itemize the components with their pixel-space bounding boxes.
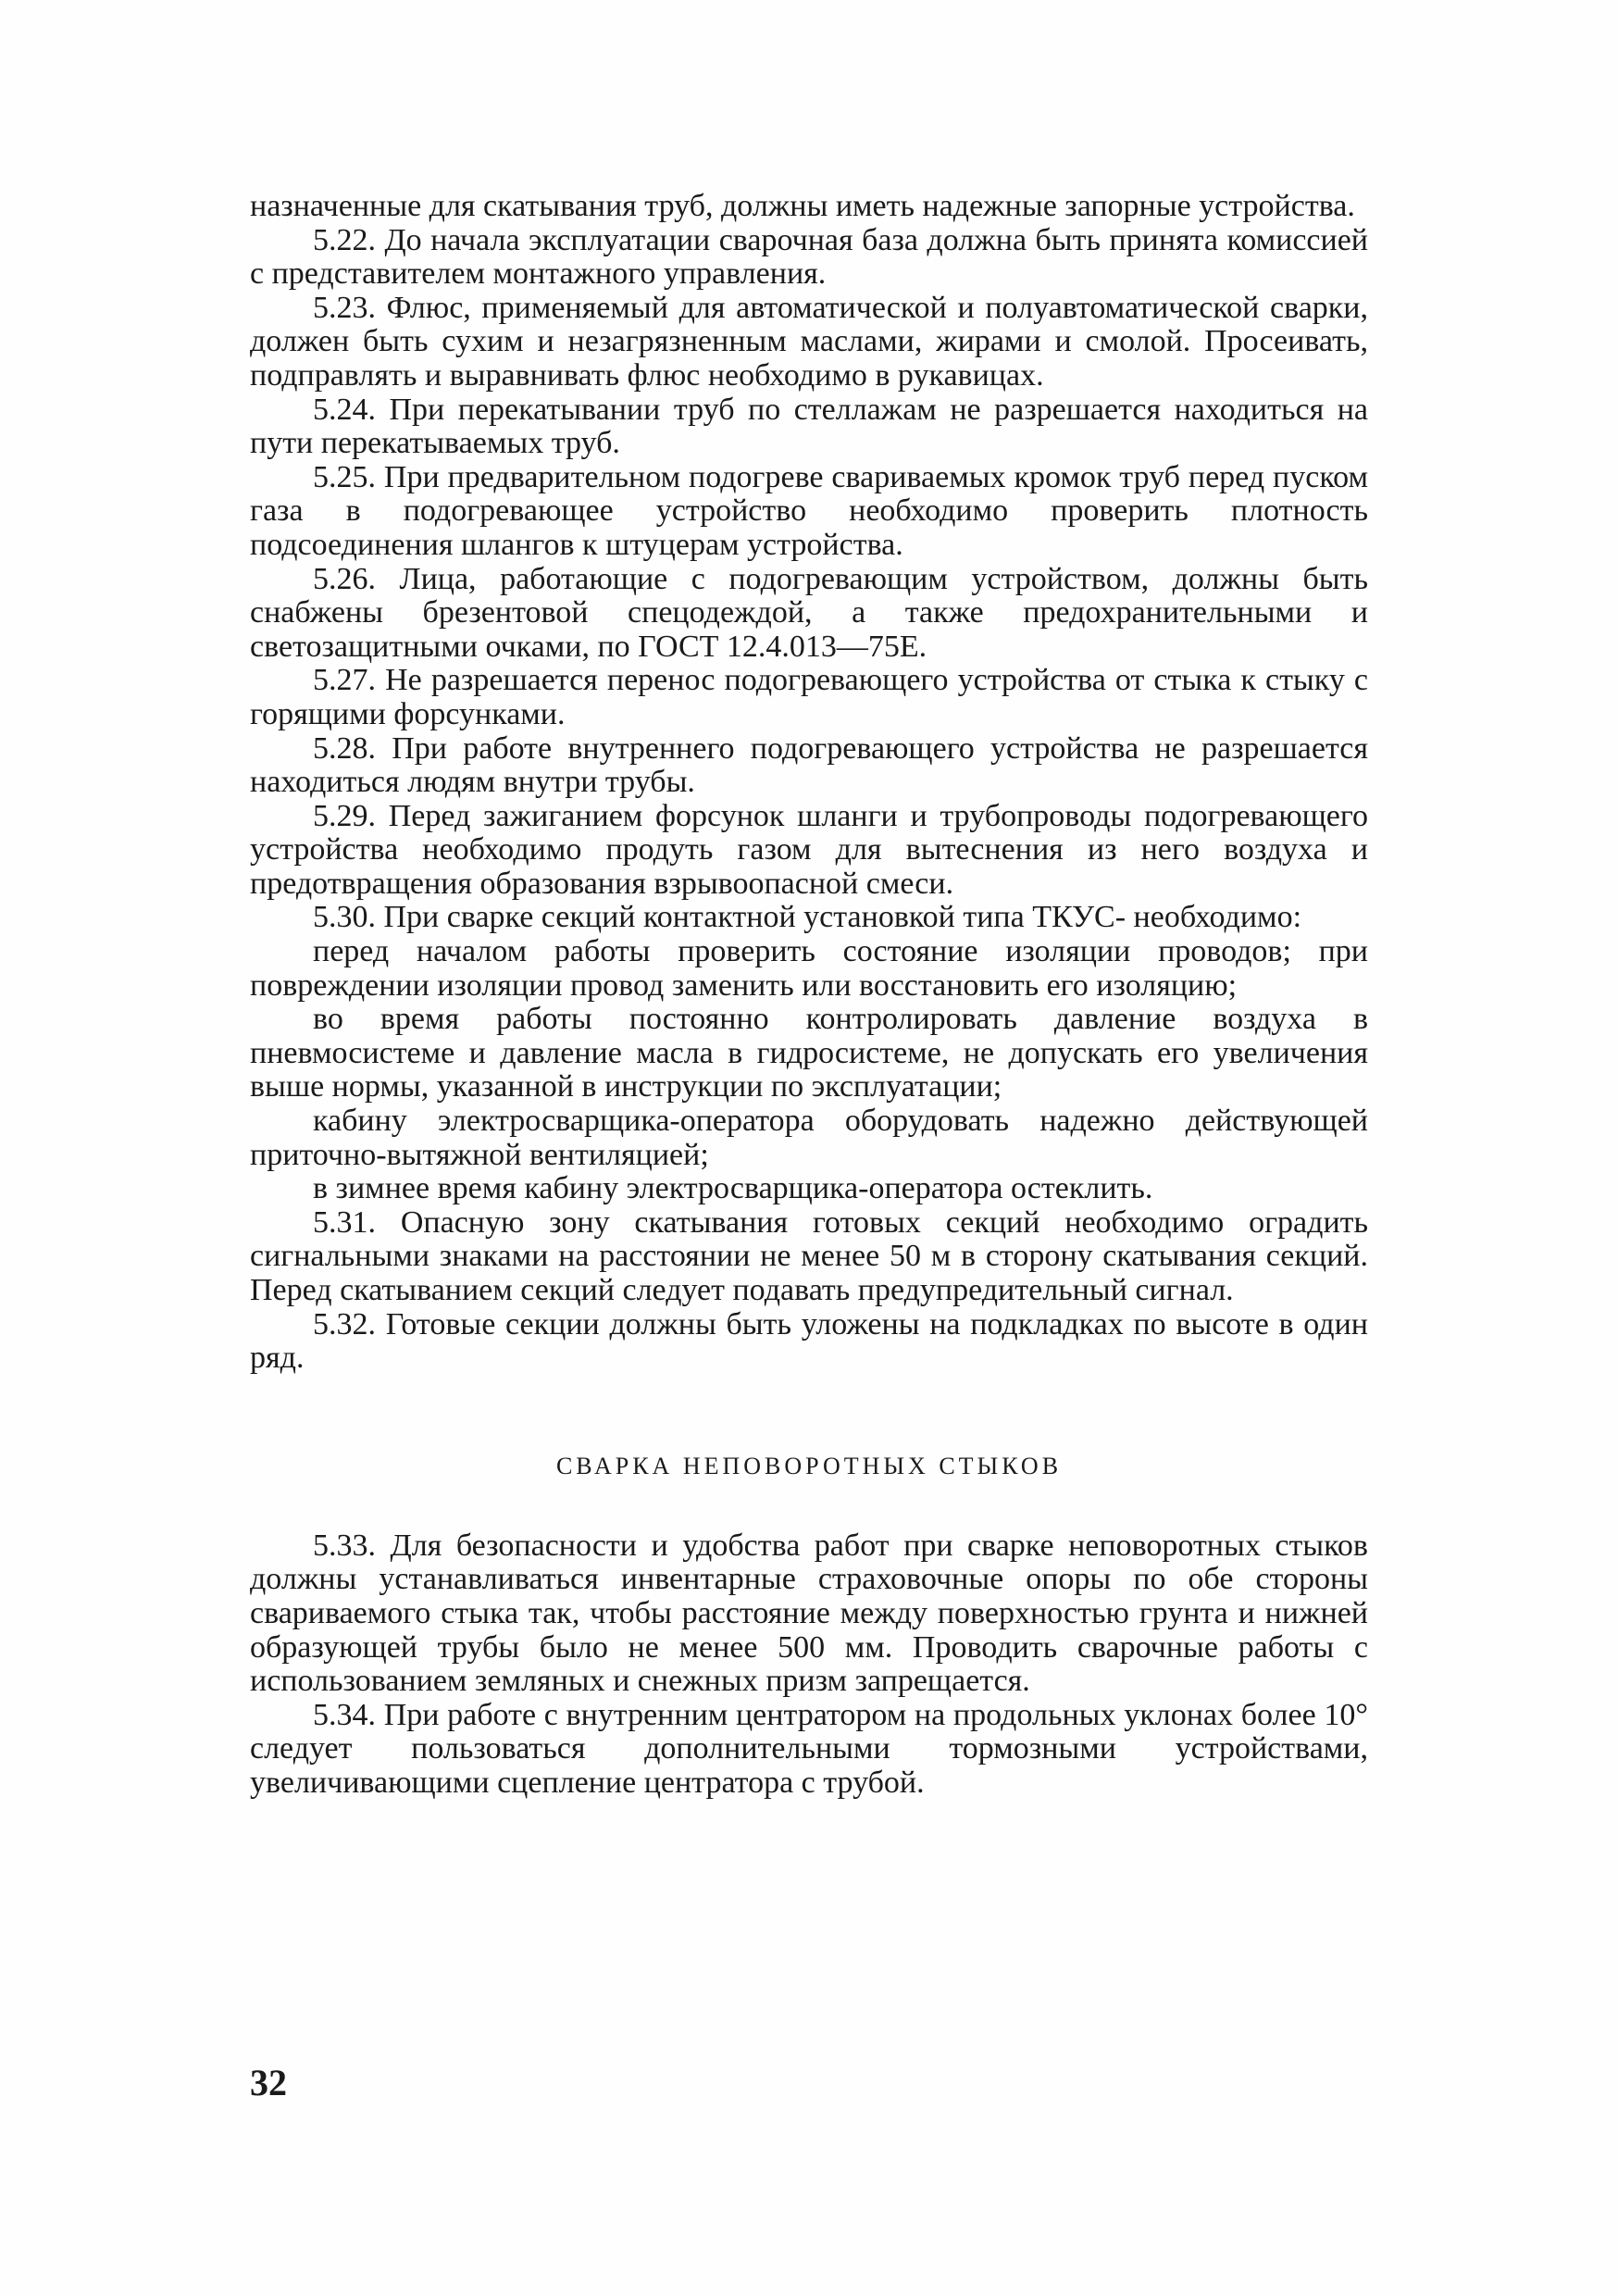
paragraphs-bottom	[250, 1529, 1368, 1801]
paragraph-5-30-c: кабину электросварщика-оператора оборудовать надежно действующей приточно-вытяжной вентиляцией;	[250, 1104, 1368, 1172]
paragraph-5-26: 5.26. Лица, работающие с подогревающим устройством, должны быть снабжены брезентовой спецодеждой, а также предохранительными и светозащитными очками, по ГОСТ 12.4.013—75Е.	[250, 561, 1368, 664]
paragraph-5-32: 5.32. Готовые секции должны быть уложены на подкладках по высоте в один ряд.	[250, 1306, 1368, 1376]
paragraph-5-31: 5.31. Опасную зону скатывания готовых секций необходимо оградить сигнальными знаками на расстоянии не менее 50 м в сторону скатывания секций. Перед скатыванием секций следует подавать предупредительный сигнал.	[250, 1204, 1368, 1307]
paragraph-5-30-a: перед началом работы проверить состояние изоляции проводов; при повреждении изоляции провод заменить или восстановить его изоляцию;	[250, 934, 1368, 1003]
text-column	[250, 190, 1368, 1801]
section-heading: СВАРКА НЕПОВОРОТНЫХ СТЫКОВ	[555, 1452, 1063, 1479]
paragraph-5-25: 5.25. При предварительном подогреве свариваемых кромок труб перед пуском газа в подогревающее устройство необходимо проверить плотность подсоединения шлангов к штуцерам устройства.	[250, 459, 1368, 562]
paragraph-5-23: 5.23. Флюс, применяемый для автоматической и полуавтоматической сварки, должен быть сухим и незагрязненным маслами, жирами и смолой. Просеивать, подправлять и выравнивать флюс необходимо в рукавицах.	[250, 290, 1368, 393]
paragraph-5-30-b: во время работы постоянно контролировать давление воздуха в пневмосистеме и давление масла в гидросистеме, не допускать его увеличения выше нормы, указанной в инструкции по эксплуатации;	[250, 1002, 1368, 1104]
paragraph-5-29: 5.29. Перед зажиганием форсунок шланги и трубопроводы подогревающего устройства необходимо продуть газом для вытеснения из него воздуха и предотвращения образования взрывоопасной смеси.	[250, 798, 1368, 901]
paragraphs-top	[250, 190, 1368, 1376]
paragraph-5-33: 5.33. Для безопасности и удобства работ при сварке неповоротных стыков должны устанавливаться инвентарные страховочные опоры по обе стороны свариваемого стыка так, чтобы расстояние между поверхностью грунта и нижней образующей трубы было не менее 500 мм. Проводить сварочные работы с использованием земляных и снежных призм запрещается.	[250, 1528, 1368, 1699]
paragraph-5-34: 5.34. При работе с внутренним центратором на продольных уклонах более 10° следует пользоваться дополнительными тормозными устройствами, увеличивающими сцепление центратора с трубой.	[250, 1697, 1368, 1800]
paragraph-intro: назначенные для скатывания труб, должны иметь надежные запорные устройства.	[250, 189, 1355, 223]
paragraph-5-27: 5.27. Не разрешается перенос подогревающего устройства от стыка к стыку с горящими форсунками.	[250, 663, 1368, 731]
paragraph-5-24: 5.24. При перекатывании труб по стеллажам не разрешается находиться на пути перекатываемых труб.	[250, 392, 1368, 461]
paragraph-5-22: 5.22. До начала эксплуатации сварочная база должна быть принята комиссией с представителем монтажного управления.	[250, 222, 1368, 292]
paragraph-5-30-d: в зимнее время кабину электросварщика-оператора остеклить.	[313, 1171, 1153, 1206]
paragraph-5-28: 5.28. При работе внутреннего подогревающего устройства не разрешается находиться людям внутри трубы.	[250, 730, 1368, 800]
paragraph-5-30: 5.30. При сварке секций контактной установкой типа ТКУС- необходимо:	[313, 900, 1302, 935]
page-number: 32	[250, 2062, 287, 2103]
